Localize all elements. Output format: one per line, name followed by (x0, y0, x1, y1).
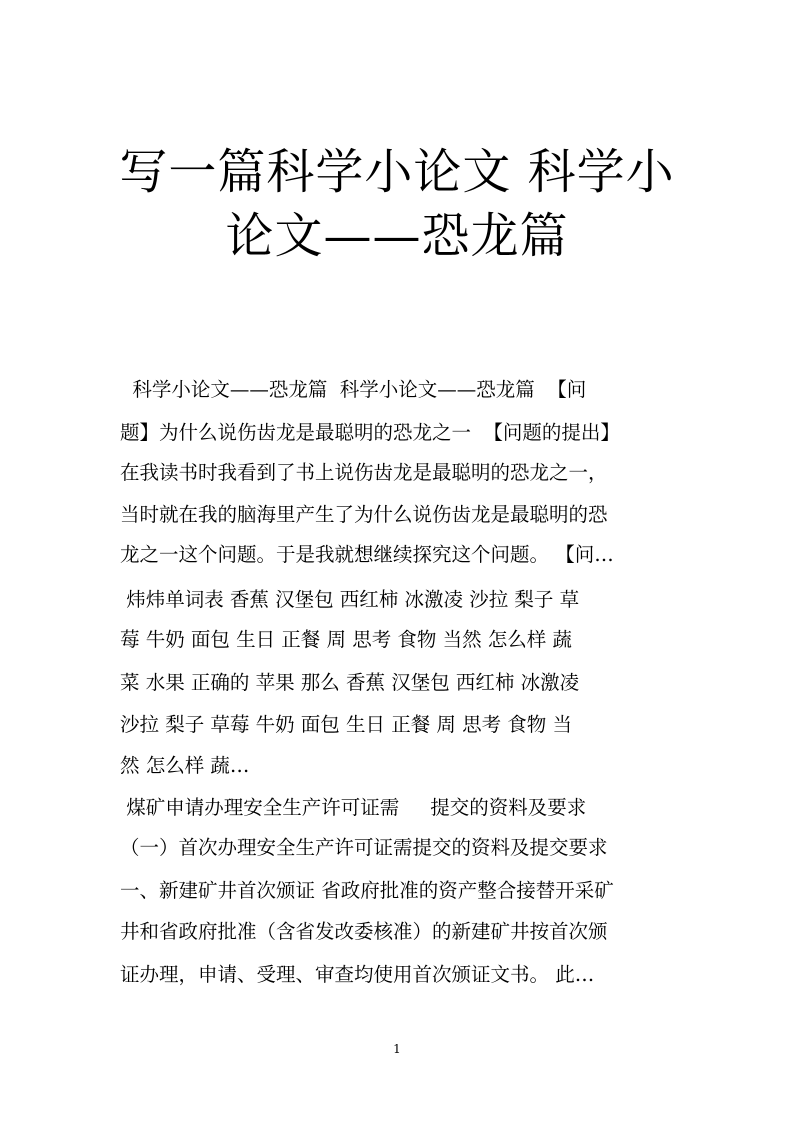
page-number: 1 (393, 1042, 401, 1056)
section-3-line-2: （一）首次办理安全生产许可证需提交的资料及提交要求 (120, 836, 608, 859)
section-3-line-5: 证办理，申请、受理、审查均使用首次颁证文书。 此… (120, 963, 595, 986)
section-2-line-3: 菜 水果 正确的 苹果 那么 香蕉 汉堡包 西红柿 冰激凌 (120, 671, 580, 694)
section-1-line-5: 龙之一这个问题。于是我就想继续探究这个问题。 【问… (120, 543, 614, 566)
section-2-line-1: 炜炜单词表 香蕉 汉堡包 西红柿 冰激凌 沙拉 梨子 草 (120, 588, 580, 611)
section-3-line-4: 井和省政府批准（含省发改委核准）的新建矿井按首次颁 (120, 920, 608, 943)
section-1-line-1: 科学小论文——恐龙篇 科学小论文——恐龙篇 【问 (120, 378, 587, 401)
section-2-line-5: 然 怎么样 蔬… (120, 754, 250, 777)
section-2-line-2: 莓 牛奶 面包 生日 正餐 周 思考 食物 当然 怎么样 蔬 (120, 628, 572, 651)
section-3-line-1: 煤矿申请办理安全生产许可证需 提交的资料及要求 (120, 796, 587, 819)
section-2-line-4: 沙拉 梨子 草莓 牛奶 面包 生日 正餐 周 思考 食物 当 (120, 713, 572, 736)
document-title-line-1: 写一篇科学小论文 科学小 (119, 144, 675, 200)
section-1-line-4: 当时就在我的脑海里产生了为什么说伤齿龙是最聪明的恐 (120, 503, 608, 526)
document-title-line-2: 论文——恐龙篇 (225, 208, 569, 264)
section-1-line-2: 题】为什么说伤齿龙是最聪明的恐龙之一 【问题的提出】 (120, 421, 620, 444)
section-1-line-3: 在我读书时我看到了书上说伤齿龙是最聪明的恐龙之一， (120, 461, 608, 484)
section-3-line-3: 一、新建矿井首次颁证 省政府批准的资产整合接替开采矿 (120, 879, 614, 902)
